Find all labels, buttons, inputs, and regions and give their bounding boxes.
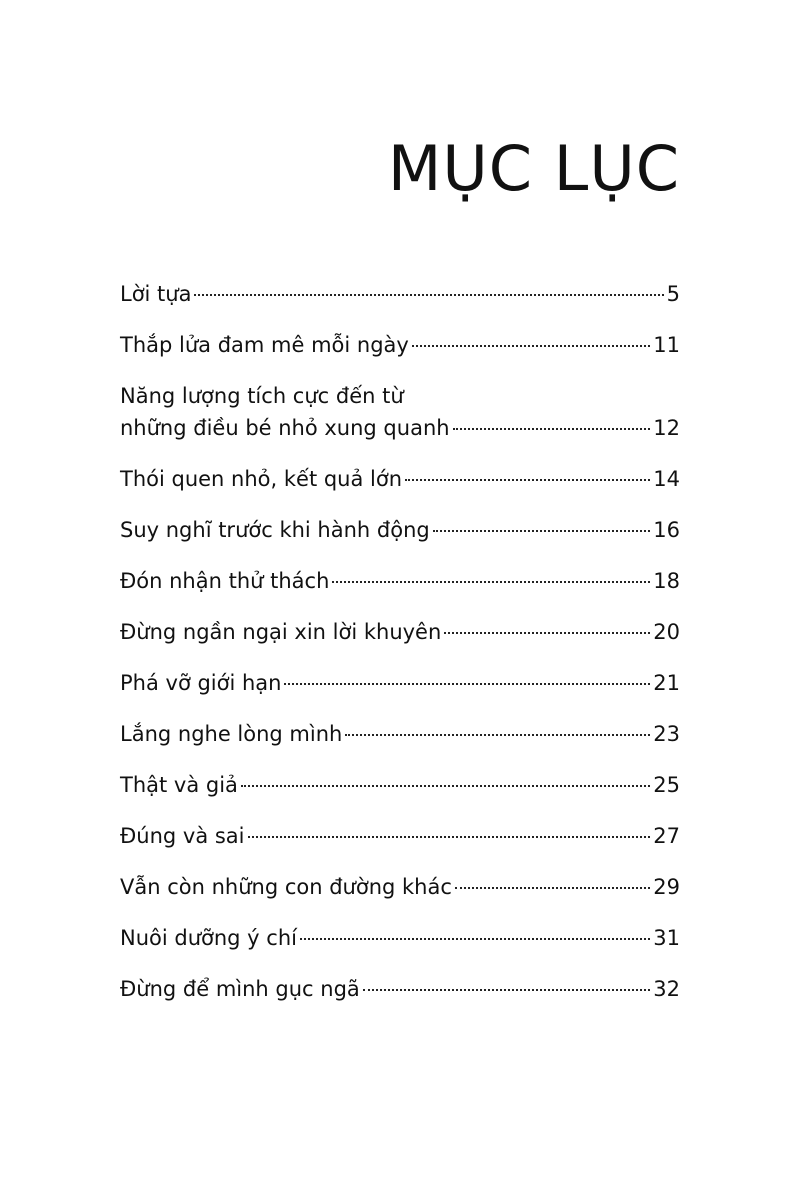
- toc-entry-row: [120, 514, 680, 546]
- toc-entry-row: [120, 278, 680, 310]
- toc-entry: [120, 514, 680, 546]
- toc-entry-page-number: 11: [653, 333, 680, 357]
- toc-entry-title: Lời tựa: [120, 282, 192, 306]
- dot-leader: [332, 581, 650, 583]
- toc-entry-row: [120, 616, 680, 648]
- toc-entry-page-number: 14: [653, 467, 680, 491]
- toc-entry-page-number: 12: [653, 416, 680, 440]
- toc-entry-row: [120, 820, 680, 852]
- toc-entry-page-number: 25: [653, 773, 680, 797]
- table-of-contents: [120, 278, 680, 1024]
- toc-entry-title: Thật và giả: [120, 773, 238, 797]
- toc-entry-title: Vẫn còn những con đường khác: [120, 875, 452, 899]
- toc-entry-title: Lắng nghe lòng mình: [120, 722, 343, 746]
- toc-entry: [120, 463, 680, 495]
- dot-leader: [300, 938, 650, 940]
- toc-entry: [120, 329, 680, 361]
- dot-leader: [405, 479, 650, 481]
- toc-entry-row: [120, 667, 680, 699]
- dot-leader: [363, 989, 650, 991]
- toc-entry-title: Suy nghĩ trước khi hành động: [120, 518, 430, 542]
- dot-leader: [345, 734, 650, 736]
- toc-entry: [120, 380, 680, 444]
- toc-entry-row: [120, 463, 680, 495]
- toc-entry-row: [120, 973, 680, 1005]
- toc-entry: [120, 769, 680, 801]
- toc-entry-row: [120, 871, 680, 903]
- toc-entry-page-number: 16: [653, 518, 680, 542]
- dot-leader: [412, 345, 650, 347]
- dot-leader: [444, 632, 650, 634]
- toc-entry-page-number: 5: [666, 282, 680, 306]
- dot-leader: [284, 683, 650, 685]
- toc-entry-title: Nuôi dưỡng ý chí: [120, 926, 297, 950]
- toc-entry-page-number: 21: [653, 671, 680, 695]
- toc-entry: [120, 871, 680, 903]
- toc-entry-row: [120, 718, 680, 750]
- toc-entry: [120, 922, 680, 954]
- toc-entry: [120, 278, 680, 310]
- toc-entry-page-number: 27: [653, 824, 680, 848]
- dot-leader: [248, 836, 651, 838]
- toc-entry: [120, 718, 680, 750]
- toc-entry-title: Đừng để mình gục ngã: [120, 977, 360, 1001]
- toc-entry-row: [120, 565, 680, 597]
- toc-entry-title: Thắp lửa đam mê mỗi ngày: [120, 333, 409, 357]
- dot-leader: [194, 294, 663, 296]
- toc-entry-row: [120, 769, 680, 801]
- toc-entry-row: [120, 922, 680, 954]
- toc-entry-title: Thói quen nhỏ, kết quả lớn: [120, 467, 403, 491]
- dot-leader: [241, 785, 650, 787]
- toc-entry-title: Đón nhận thử thách: [120, 569, 330, 593]
- toc-entry-page-number: 20: [653, 620, 680, 644]
- toc-entry-row: [120, 329, 680, 361]
- toc-entry-page-number: 31: [653, 926, 680, 950]
- toc-entry: [120, 565, 680, 597]
- toc-entry-title: Đừng ngần ngại xin lời khuyên: [120, 620, 442, 644]
- dot-leader: [453, 428, 651, 430]
- toc-entry: [120, 820, 680, 852]
- page-title: MỤC LỤC: [387, 132, 680, 205]
- dot-leader: [433, 530, 651, 532]
- toc-entry-page-number: 23: [653, 722, 680, 746]
- toc-entry: [120, 616, 680, 648]
- toc-entry-title: những điều bé nhỏ xung quanh: [120, 416, 450, 440]
- dot-leader: [455, 887, 650, 889]
- toc-entry-title-line: Năng lượng tích cực đến từ: [120, 384, 404, 408]
- toc-entry-row: [120, 412, 680, 444]
- toc-entry-page-number: 32: [653, 977, 680, 1001]
- toc-entry-title: Đúng và sai: [120, 824, 245, 848]
- toc-entry-page-number: 29: [653, 875, 680, 899]
- toc-entry-title: Phá vỡ giới hạn: [120, 671, 282, 695]
- toc-entry: [120, 973, 680, 1005]
- toc-entry-page-number: 18: [653, 569, 680, 593]
- toc-entry: [120, 667, 680, 699]
